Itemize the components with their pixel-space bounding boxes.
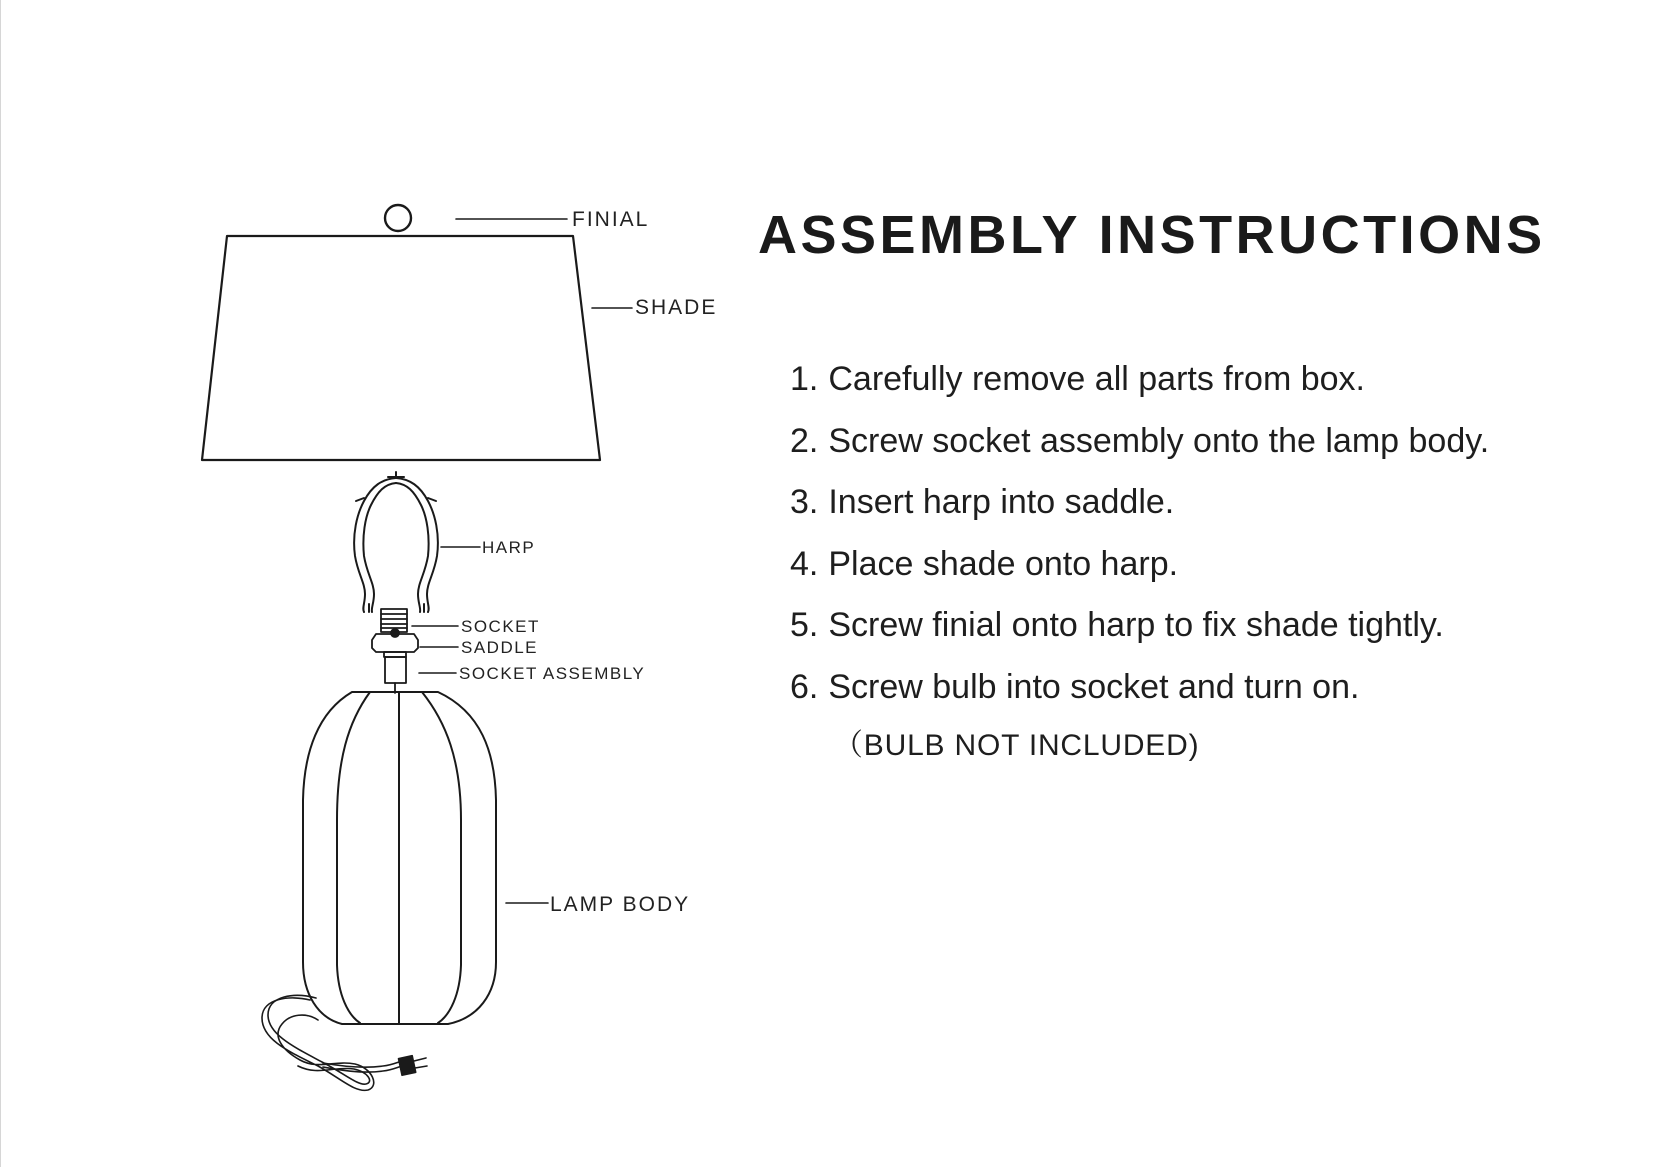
lamp-drawing xyxy=(0,0,760,1167)
harp-label: HARP xyxy=(482,538,536,557)
finial-shape xyxy=(385,205,411,231)
step-text: Place shade onto harp. xyxy=(828,544,1179,583)
shade-shape xyxy=(202,236,600,460)
instruction-steps xyxy=(790,362,1489,731)
lamp-body-shape xyxy=(303,692,496,1024)
page-title: ASSEMBLY INSTRUCTIONS xyxy=(758,205,1546,265)
step-text: Carefully remove all parts from box. xyxy=(828,360,1365,398)
step-number: 1. xyxy=(790,360,819,398)
step-item xyxy=(790,421,1490,486)
step-number: 2. xyxy=(790,421,819,460)
step-number: 4. xyxy=(790,544,819,583)
lamp-diagram xyxy=(0,0,760,1167)
saddle-shape xyxy=(372,629,418,657)
shade-label: SHADE xyxy=(635,296,718,319)
step-item xyxy=(790,544,1489,609)
step-text: Insert harp into saddle. xyxy=(828,483,1175,521)
socket-assembly-label: SOCKET ASSEMBLY xyxy=(459,664,646,683)
step-number: 6. xyxy=(790,667,819,706)
step-number: 3. xyxy=(790,483,819,521)
saddle-label: SADDLE xyxy=(461,638,539,657)
socket-assembly-shape xyxy=(385,657,406,693)
step-text: Screw socket assembly onto the lamp body. xyxy=(828,421,1490,460)
step-text: Screw finial onto harp to fix shade tightly. xyxy=(828,606,1444,644)
step-text: Screw bulb into socket and turn on. xyxy=(828,667,1360,706)
finial-label: FINIAL xyxy=(572,208,650,231)
step-item xyxy=(790,362,1489,424)
lamp-body-label: LAMP BODY xyxy=(550,893,691,916)
step-item xyxy=(790,485,1489,547)
step-item xyxy=(790,608,1489,670)
cord-shape xyxy=(262,995,427,1090)
step-number: 5. xyxy=(790,606,819,644)
step-item xyxy=(790,667,1489,732)
harp-shape xyxy=(354,472,438,612)
bulb-note: （BULB NOT INCLUDED) xyxy=(833,729,1200,762)
socket-label: SOCKET xyxy=(461,617,540,636)
